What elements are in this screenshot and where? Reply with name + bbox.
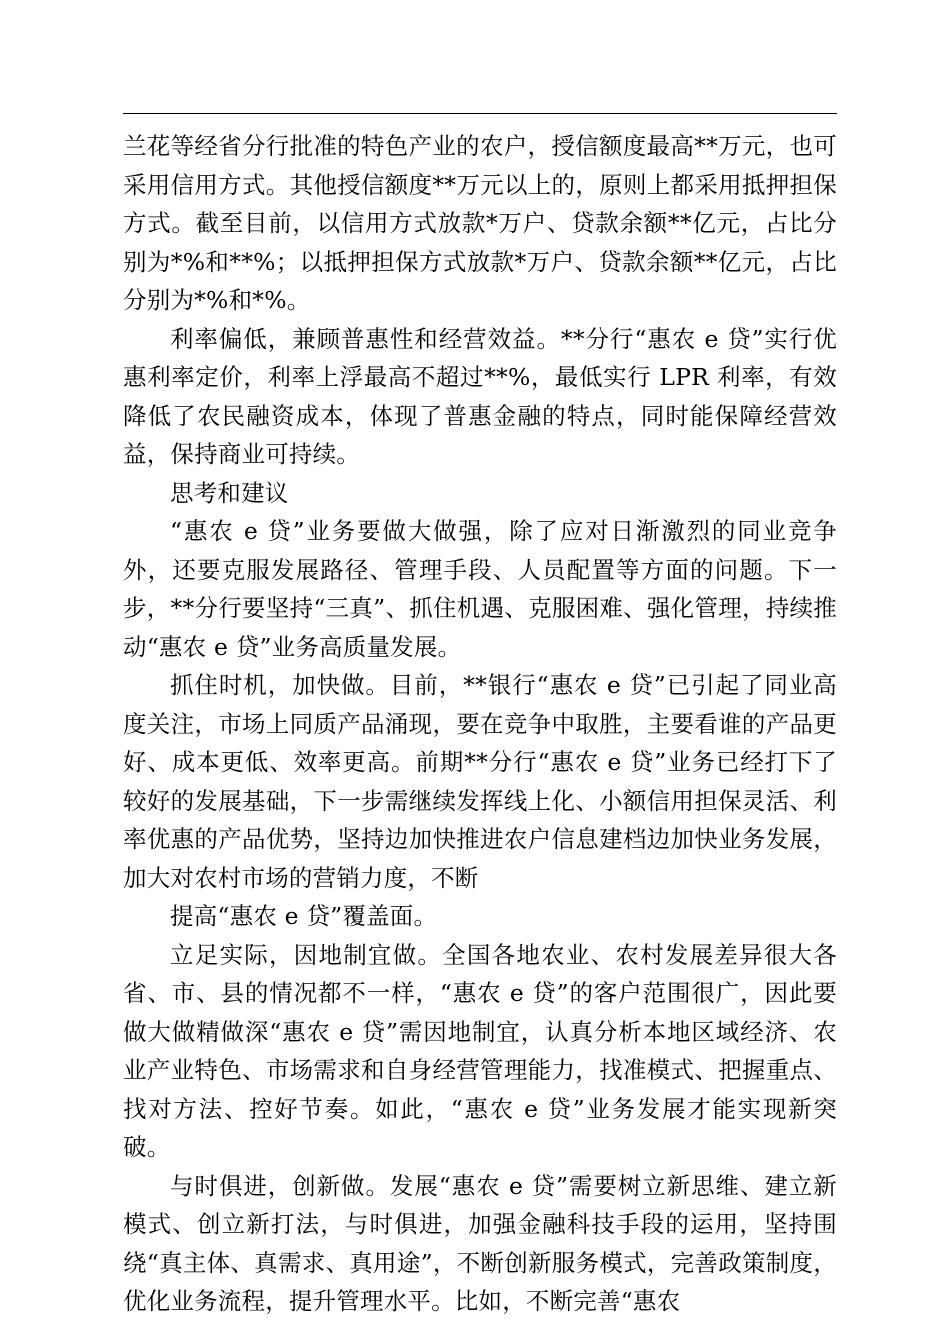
paragraph-3: “惠农 e 贷”业务要做大做强，除了应对日渐激烈的同业竞争外，还要克服发展路径、管理手段、人员配置等方面的问题。下一步，**分行要坚持“三真”、抓住机遇、克服困难、强化管理，持续推动“惠农 e 贷”业务高质量发展。 — [123, 517, 837, 661]
header-rule — [123, 113, 837, 114]
paragraph-5: 提高“惠农 e 贷”覆盖面。 — [170, 902, 438, 930]
paragraph-1: 兰花等经省分行批准的特色产业的农户，授信额度最高**万元，也可采用信用方式。其他授信额度**万元以上的，原则上都采用抵押担保方式。截至目前，以信用方式放款*万户、贷款余额**亿元，占比分别为*%和**%；以抵押担保方式放款*万户、贷款余额**亿元，占比分别为*%和*%。 — [123, 132, 837, 314]
paragraph-7: 与时俱进，创新做。发展“惠农 e 贷”需要树立新思维、建立新模式、创立新打法，与时俱进，加强金融科技手段的运用，坚持围绕“真主体、真需求、真用途”，不断创新服务模式，完善政策制度，优化业务流程，提升管理水平。比如，不断完善“惠农 — [123, 1171, 837, 1315]
paragraph-6: 立足实际，因地制宜做。全国各地农业、农村发展差异很大各省、市、县的情况都不一样，“惠农 e 贷”的客户范围很广，因此要做大做精做深“惠农 e 贷”需因地制宜，认真分析本地区域经济、农业产业特色、市场需求和自身经营管理能力，找准模式、把握重点、找对方法、控好节奏。如此，“惠农 e 贷”业务发展才能实现新突破。 — [123, 940, 837, 1161]
paragraph-4: 抓住时机，加快做。目前，**银行“惠农 e 贷”已引起了同业高度关注，市场上同质产品涌现，要在竞争中取胜，主要看谁的产品更好、成本更低、效率更高。前期**分行“惠农 e 贷”业务已经打下了较好的发展基础，下一步需继续发挥线上化、小额信用担保灵活、利率优惠的产品优势，坚持边加快推进农户信息建档边加快业务发展，加大对农村市场的营销力度，不断 — [123, 671, 837, 892]
document-body — [123, 127, 837, 1321]
paragraph-2: 利率偏低，兼顾普惠性和经营效益。**分行“惠农 e 贷”实行优惠利率定价，利率上浮最高不超过**%，最低实行 LPR 利率，有效降低了农民融资成本，体现了普惠金融的特点，同时能保障经营效益，保持商业可持续。 — [123, 324, 837, 468]
section-heading: 思考和建议 — [170, 478, 289, 507]
